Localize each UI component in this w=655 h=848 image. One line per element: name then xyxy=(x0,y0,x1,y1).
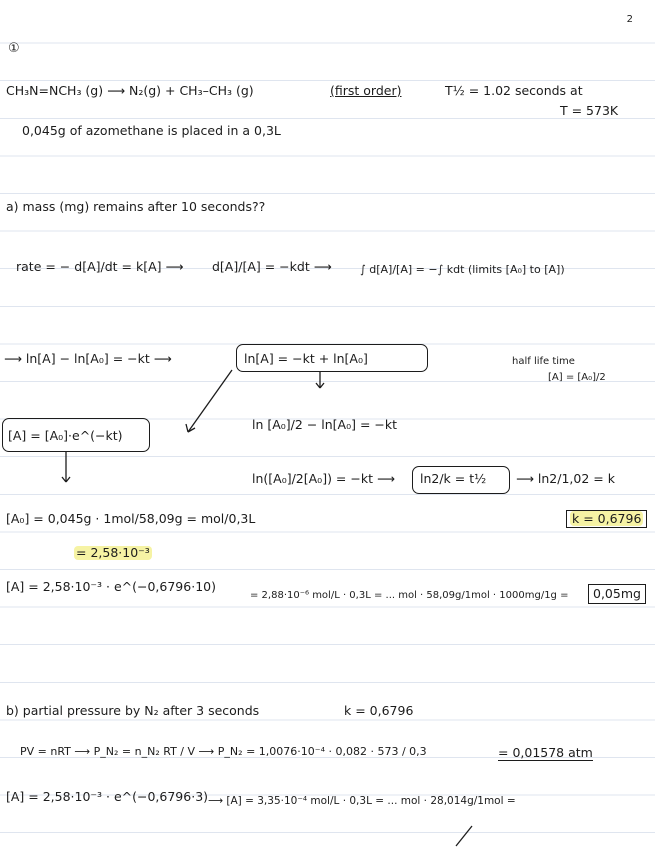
exp-boxed-text: [A] = [A₀]·e^(−kt) xyxy=(8,428,123,443)
half-life-equation-2: ln([A₀]/2[A₀]) = −kt ⟶ xyxy=(252,471,395,486)
a0-calculation: [A₀] = 0,045g · 1mol/58,09g = mol/0,3L xyxy=(6,511,256,526)
rate-equation: rate = − d[A]/dt = k[A] ⟶ xyxy=(16,259,184,274)
half-life-equation-1: ln [A₀]/2 − ln[A₀] = −kt xyxy=(252,417,398,432)
arrow-to-exp xyxy=(188,370,232,432)
part-a-question: a) mass (mg) remains after 10 seconds?? xyxy=(6,199,266,214)
k-result: k = 0,6796 xyxy=(572,511,642,526)
ln-step: ⟶ ln[A] − ln[A₀] = −kt ⟶ xyxy=(4,351,172,366)
part-b-a-calculation: [A] = 2,58·10⁻³ · e^(−0,6796·3) xyxy=(6,789,209,804)
part-b-question: b) partial pressure by N₂ after 3 seconds xyxy=(6,703,260,718)
arrow-bottom xyxy=(456,826,472,846)
k-result-box xyxy=(566,510,647,528)
ln-boxed-text: ln[A] = −kt + ln[A₀] xyxy=(244,351,368,366)
part-b-k: k = 0,6796 xyxy=(344,703,414,718)
first-order-note: (first order) xyxy=(330,83,402,98)
a-conversion: = 2,88·10⁻⁶ mol/L · 0,3L = ... mol · 58,09g/1mol · 1000mg/1g = xyxy=(250,590,569,601)
ideal-gas-calculation: PV = nRT ⟶ P_N₂ = n_N₂ RT / V ⟶ P_N₂ = 1,0076·10⁻⁴ · 0,082 · 573 / 0,3 xyxy=(20,745,427,758)
problem-number: ① xyxy=(8,41,20,56)
part-b-conversion: ⟶ [A] = 3,35·10⁻⁴ mol/L · 0,3L = ... mol · 28,014g/1mol = xyxy=(208,795,516,807)
half-life-given: T½ = 1.02 seconds at xyxy=(445,83,583,98)
k-derivation: ⟶ ln2/1,02 = k xyxy=(516,471,615,486)
page-number: 2 xyxy=(626,14,633,25)
a-result: 0,05mg xyxy=(588,584,646,604)
a0-result: = 2,58·10⁻³ xyxy=(76,545,150,560)
half-life-condition: [A] = [A₀]/2 xyxy=(548,372,606,383)
half-life-label: half life time xyxy=(512,356,575,367)
half-life-box-text: ln2/k = t½ xyxy=(420,471,487,486)
reaction-equation: CH₃N=NCH₃ (g) ⟶ N₂(g) + CH₃–CH₃ (g) xyxy=(6,83,254,98)
temperature-given: T = 573K xyxy=(560,103,619,118)
pressure-result: = 0,01578 atm xyxy=(498,745,593,760)
a-calculation: [A] = 2,58·10⁻³ · e^(−0,6796·10) xyxy=(6,579,216,594)
integral-step: ∫ d[A]/[A] = −∫ kdt (limits [A₀] to [A]) xyxy=(360,263,565,276)
given-statement: 0,045g of azomethane is placed in a 0,3L xyxy=(22,123,281,138)
separation-step: d[A]/[A] = −kdt ⟶ xyxy=(212,259,332,274)
